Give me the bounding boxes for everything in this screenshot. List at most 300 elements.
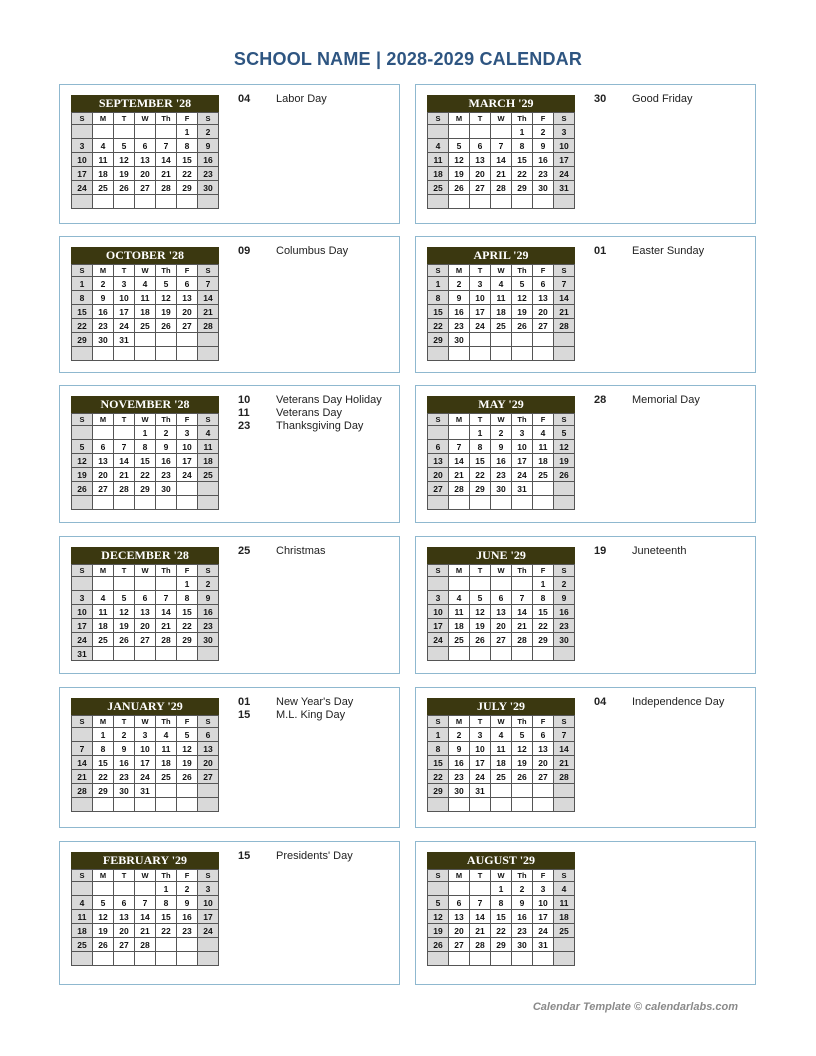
day-cell: 25 xyxy=(198,468,219,482)
day-cell: 27 xyxy=(491,633,512,647)
empty-day-cell xyxy=(428,952,449,966)
holiday-date: 09 xyxy=(238,245,251,257)
empty-day-cell xyxy=(470,647,491,661)
empty-day-cell xyxy=(177,647,198,661)
week-row xyxy=(72,633,219,647)
week-row xyxy=(72,305,219,319)
day-cell: 11 xyxy=(198,440,219,454)
weekday-label: M xyxy=(449,113,470,125)
day-cell: 26 xyxy=(449,181,470,195)
month-header: FEBRUARY '29 xyxy=(71,852,219,869)
weekday-label: F xyxy=(533,113,554,125)
empty-day-cell xyxy=(135,333,156,347)
day-cell: 7 xyxy=(554,277,575,291)
weekday-header-row xyxy=(72,265,219,277)
week-row xyxy=(428,305,575,319)
day-cell: 12 xyxy=(554,440,575,454)
week-row xyxy=(428,153,575,167)
empty-day-cell xyxy=(114,798,135,812)
day-cell: 7 xyxy=(156,139,177,153)
month-grid xyxy=(427,413,575,510)
empty-day-cell xyxy=(135,798,156,812)
day-cell: 23 xyxy=(114,770,135,784)
empty-day-cell xyxy=(114,426,135,440)
week-row xyxy=(428,728,575,742)
day-cell: 19 xyxy=(93,924,114,938)
weekday-header-row xyxy=(428,716,575,728)
week-row xyxy=(428,924,575,938)
day-cell: 21 xyxy=(554,756,575,770)
day-cell: 15 xyxy=(93,756,114,770)
week-row xyxy=(428,756,575,770)
day-cell: 8 xyxy=(177,139,198,153)
day-cell: 14 xyxy=(156,153,177,167)
day-cell: 4 xyxy=(135,277,156,291)
day-cell: 20 xyxy=(533,305,554,319)
day-cell: 19 xyxy=(512,305,533,319)
day-cell: 30 xyxy=(198,633,219,647)
day-cell: 5 xyxy=(114,591,135,605)
day-cell: 6 xyxy=(428,440,449,454)
day-cell: 19 xyxy=(72,468,93,482)
holiday-name: Independence Day xyxy=(632,696,725,708)
day-cell: 17 xyxy=(135,756,156,770)
weekday-label: S xyxy=(554,113,575,125)
day-cell: 24 xyxy=(72,181,93,195)
day-cell: 4 xyxy=(72,896,93,910)
holiday-name: New Year's Day xyxy=(276,696,354,708)
day-cell: 4 xyxy=(449,591,470,605)
weekday-label: S xyxy=(198,565,219,577)
day-cell: 12 xyxy=(428,910,449,924)
day-cell: 9 xyxy=(93,291,114,305)
week-row xyxy=(72,756,219,770)
weekday-label: M xyxy=(449,414,470,426)
weekday-header-row xyxy=(428,870,575,882)
empty-day-cell xyxy=(177,938,198,952)
day-cell: 17 xyxy=(114,305,135,319)
day-cell: 10 xyxy=(114,291,135,305)
month-header: JUNE '29 xyxy=(427,547,575,564)
empty-day-cell xyxy=(512,784,533,798)
day-cell: 1 xyxy=(533,577,554,591)
weekday-header-row xyxy=(428,565,575,577)
day-cell: 28 xyxy=(156,633,177,647)
empty-day-cell xyxy=(512,952,533,966)
empty-day-cell xyxy=(114,952,135,966)
empty-day-cell xyxy=(533,195,554,209)
week-row xyxy=(428,167,575,181)
weekday-label: M xyxy=(93,265,114,277)
mini-calendar xyxy=(427,396,575,510)
day-cell: 25 xyxy=(491,319,512,333)
day-cell: 29 xyxy=(491,938,512,952)
week-row xyxy=(72,440,219,454)
empty-day-cell xyxy=(72,347,93,361)
day-cell: 11 xyxy=(156,742,177,756)
day-cell: 18 xyxy=(491,305,512,319)
empty-day-cell xyxy=(156,784,177,798)
holiday-item xyxy=(238,709,398,722)
day-cell: 7 xyxy=(114,440,135,454)
holiday-date: 10 xyxy=(238,394,251,406)
month-header: AUGUST '29 xyxy=(427,852,575,869)
week-row xyxy=(72,347,219,361)
weekday-label: T xyxy=(114,414,135,426)
week-row xyxy=(72,181,219,195)
empty-day-cell xyxy=(198,798,219,812)
weekday-label: S xyxy=(72,414,93,426)
month-panel xyxy=(59,536,400,674)
empty-day-cell xyxy=(554,195,575,209)
day-cell: 9 xyxy=(491,440,512,454)
day-cell: 22 xyxy=(156,924,177,938)
empty-day-cell xyxy=(512,333,533,347)
week-row xyxy=(428,125,575,139)
day-cell: 9 xyxy=(114,742,135,756)
month-grid xyxy=(71,564,219,661)
week-row xyxy=(72,496,219,510)
holiday-item xyxy=(238,850,398,863)
day-cell: 24 xyxy=(533,924,554,938)
holiday-item xyxy=(594,93,754,106)
mini-calendar xyxy=(71,95,219,209)
day-cell: 8 xyxy=(93,742,114,756)
month-grid xyxy=(71,869,219,966)
day-cell: 10 xyxy=(512,440,533,454)
day-cell: 20 xyxy=(93,468,114,482)
day-cell: 12 xyxy=(72,454,93,468)
day-cell: 26 xyxy=(512,319,533,333)
day-cell: 8 xyxy=(177,591,198,605)
week-row xyxy=(72,728,219,742)
weekday-label: M xyxy=(449,870,470,882)
mini-calendar xyxy=(427,852,575,966)
week-row xyxy=(72,742,219,756)
empty-day-cell xyxy=(533,496,554,510)
week-row xyxy=(72,882,219,896)
day-cell: 8 xyxy=(491,896,512,910)
day-cell: 2 xyxy=(198,125,219,139)
day-cell: 6 xyxy=(198,728,219,742)
day-cell: 28 xyxy=(470,938,491,952)
day-cell: 20 xyxy=(135,619,156,633)
day-cell: 18 xyxy=(93,619,114,633)
empty-day-cell xyxy=(449,347,470,361)
week-row xyxy=(428,952,575,966)
day-cell: 3 xyxy=(470,277,491,291)
day-cell: 18 xyxy=(428,167,449,181)
day-cell: 9 xyxy=(554,591,575,605)
day-cell: 2 xyxy=(491,426,512,440)
week-row xyxy=(428,910,575,924)
day-cell: 31 xyxy=(470,784,491,798)
day-cell: 20 xyxy=(470,167,491,181)
empty-day-cell xyxy=(72,496,93,510)
weekday-label: S xyxy=(554,265,575,277)
day-cell: 28 xyxy=(491,181,512,195)
day-cell: 11 xyxy=(135,291,156,305)
footer-credit[interactable]: Calendar Template © calendarlabs.com xyxy=(532,1001,738,1013)
day-cell: 28 xyxy=(554,319,575,333)
day-cell: 4 xyxy=(491,728,512,742)
holiday-name: M.L. King Day xyxy=(276,709,346,721)
weekday-label: W xyxy=(135,716,156,728)
week-row xyxy=(72,426,219,440)
day-cell: 22 xyxy=(428,319,449,333)
weekday-label: S xyxy=(428,565,449,577)
week-row xyxy=(72,139,219,153)
month-grid xyxy=(427,869,575,966)
day-cell: 21 xyxy=(156,619,177,633)
holiday-item xyxy=(594,696,754,709)
weekday-label: S xyxy=(428,113,449,125)
day-cell: 13 xyxy=(177,291,198,305)
empty-day-cell xyxy=(428,125,449,139)
empty-day-cell xyxy=(135,577,156,591)
day-cell: 23 xyxy=(198,619,219,633)
empty-day-cell xyxy=(156,952,177,966)
day-cell: 3 xyxy=(114,277,135,291)
empty-day-cell xyxy=(554,784,575,798)
week-row xyxy=(428,468,575,482)
weekday-label: T xyxy=(470,265,491,277)
empty-day-cell xyxy=(512,496,533,510)
weekday-label: M xyxy=(449,716,470,728)
empty-day-cell xyxy=(114,125,135,139)
day-cell: 19 xyxy=(114,167,135,181)
day-cell: 12 xyxy=(114,605,135,619)
day-cell: 9 xyxy=(198,139,219,153)
empty-day-cell xyxy=(533,647,554,661)
holiday-date: 25 xyxy=(238,545,251,557)
month-header: NOVEMBER '28 xyxy=(71,396,219,413)
empty-day-cell xyxy=(114,577,135,591)
week-row xyxy=(72,125,219,139)
month-header: APRIL '29 xyxy=(427,247,575,264)
day-cell: 19 xyxy=(470,619,491,633)
empty-day-cell xyxy=(554,938,575,952)
day-cell: 25 xyxy=(93,633,114,647)
day-cell: 1 xyxy=(428,277,449,291)
weekday-label: M xyxy=(93,870,114,882)
week-row xyxy=(72,784,219,798)
empty-day-cell xyxy=(156,195,177,209)
month-panel xyxy=(415,385,756,523)
day-cell: 22 xyxy=(177,619,198,633)
empty-day-cell xyxy=(72,426,93,440)
weekday-label: F xyxy=(177,870,198,882)
day-cell: 2 xyxy=(449,728,470,742)
empty-day-cell xyxy=(428,347,449,361)
day-cell: 6 xyxy=(135,139,156,153)
day-cell: 19 xyxy=(156,305,177,319)
day-cell: 14 xyxy=(449,454,470,468)
weekday-label: M xyxy=(93,414,114,426)
holiday-name: Veterans Day Holiday xyxy=(276,394,382,406)
weekday-label: Th xyxy=(156,870,177,882)
month-grid xyxy=(427,715,575,812)
empty-day-cell xyxy=(135,195,156,209)
day-cell: 20 xyxy=(449,924,470,938)
day-cell: 26 xyxy=(72,482,93,496)
day-cell: 2 xyxy=(554,577,575,591)
day-cell: 23 xyxy=(491,468,512,482)
mini-calendar xyxy=(71,547,219,661)
day-cell: 20 xyxy=(198,756,219,770)
day-cell: 11 xyxy=(491,742,512,756)
week-row xyxy=(428,742,575,756)
weekday-label: T xyxy=(470,414,491,426)
day-cell: 29 xyxy=(72,333,93,347)
empty-day-cell xyxy=(533,798,554,812)
empty-day-cell xyxy=(93,577,114,591)
day-cell: 30 xyxy=(449,333,470,347)
empty-day-cell xyxy=(93,347,114,361)
day-cell: 27 xyxy=(533,770,554,784)
day-cell: 26 xyxy=(156,319,177,333)
day-cell: 30 xyxy=(198,181,219,195)
weekday-label: F xyxy=(177,414,198,426)
day-cell: 5 xyxy=(72,440,93,454)
empty-day-cell xyxy=(93,647,114,661)
day-cell: 8 xyxy=(428,742,449,756)
day-cell: 27 xyxy=(135,633,156,647)
day-cell: 27 xyxy=(114,938,135,952)
empty-day-cell xyxy=(114,347,135,361)
weekday-label: W xyxy=(491,716,512,728)
weekday-label: Th xyxy=(512,716,533,728)
holiday-item xyxy=(238,545,398,558)
day-cell: 24 xyxy=(470,319,491,333)
week-row xyxy=(428,333,575,347)
empty-day-cell xyxy=(177,333,198,347)
weekday-label: F xyxy=(533,265,554,277)
week-row xyxy=(428,139,575,153)
holiday-name: Memorial Day xyxy=(632,394,700,406)
month-panel xyxy=(59,236,400,373)
weekday-header-row xyxy=(72,414,219,426)
empty-day-cell xyxy=(512,577,533,591)
empty-day-cell xyxy=(114,195,135,209)
empty-day-cell xyxy=(114,647,135,661)
holiday-item xyxy=(594,394,754,407)
day-cell: 10 xyxy=(72,605,93,619)
empty-day-cell xyxy=(72,952,93,966)
day-cell: 26 xyxy=(93,938,114,952)
empty-day-cell xyxy=(491,798,512,812)
weekday-label: S xyxy=(428,265,449,277)
weekday-label: F xyxy=(533,870,554,882)
day-cell: 24 xyxy=(135,770,156,784)
day-cell: 6 xyxy=(491,591,512,605)
day-cell: 20 xyxy=(428,468,449,482)
day-cell: 15 xyxy=(177,605,198,619)
empty-day-cell xyxy=(554,347,575,361)
day-cell: 18 xyxy=(156,756,177,770)
day-cell: 11 xyxy=(93,605,114,619)
day-cell: 5 xyxy=(428,896,449,910)
empty-day-cell xyxy=(491,496,512,510)
day-cell: 24 xyxy=(177,468,198,482)
day-cell: 5 xyxy=(554,426,575,440)
week-row xyxy=(72,153,219,167)
day-cell: 28 xyxy=(72,784,93,798)
day-cell: 5 xyxy=(512,277,533,291)
empty-day-cell xyxy=(470,882,491,896)
weekday-label: M xyxy=(93,565,114,577)
empty-day-cell xyxy=(114,496,135,510)
day-cell: 14 xyxy=(554,742,575,756)
holiday-date: 01 xyxy=(238,696,251,708)
holiday-name: Christmas xyxy=(276,545,326,557)
empty-day-cell xyxy=(470,496,491,510)
weekday-label: F xyxy=(533,414,554,426)
week-row xyxy=(72,468,219,482)
holiday-list xyxy=(238,850,398,863)
empty-day-cell xyxy=(135,496,156,510)
day-cell: 13 xyxy=(533,291,554,305)
weekday-label: T xyxy=(470,113,491,125)
holiday-date: 15 xyxy=(238,850,251,862)
day-cell: 13 xyxy=(470,153,491,167)
holiday-name: Presidents' Day xyxy=(276,850,353,862)
day-cell: 7 xyxy=(72,742,93,756)
holiday-item xyxy=(238,696,398,709)
day-cell: 28 xyxy=(156,181,177,195)
weekday-label: W xyxy=(491,265,512,277)
day-cell: 27 xyxy=(449,938,470,952)
empty-day-cell xyxy=(72,195,93,209)
day-cell: 10 xyxy=(470,291,491,305)
weekday-label: Th xyxy=(512,565,533,577)
week-row xyxy=(428,605,575,619)
weekday-label: M xyxy=(93,716,114,728)
month-header: SEPTEMBER '28 xyxy=(71,95,219,112)
week-row xyxy=(72,482,219,496)
day-cell: 15 xyxy=(470,454,491,468)
empty-day-cell xyxy=(156,125,177,139)
day-cell: 9 xyxy=(449,742,470,756)
week-row xyxy=(428,347,575,361)
day-cell: 19 xyxy=(428,924,449,938)
weekday-label: Th xyxy=(156,265,177,277)
mini-calendar xyxy=(427,698,575,812)
day-cell: 3 xyxy=(198,882,219,896)
weekday-label: T xyxy=(470,716,491,728)
weekday-label: S xyxy=(554,565,575,577)
day-cell: 14 xyxy=(135,910,156,924)
weekday-label: S xyxy=(198,870,219,882)
empty-day-cell xyxy=(470,347,491,361)
empty-day-cell xyxy=(135,882,156,896)
day-cell: 12 xyxy=(512,742,533,756)
day-cell: 21 xyxy=(72,770,93,784)
day-cell: 8 xyxy=(512,139,533,153)
weekday-label: M xyxy=(449,265,470,277)
day-cell: 29 xyxy=(470,482,491,496)
day-cell: 6 xyxy=(533,728,554,742)
day-cell: 25 xyxy=(156,770,177,784)
day-cell: 26 xyxy=(554,468,575,482)
day-cell: 30 xyxy=(491,482,512,496)
empty-day-cell xyxy=(491,952,512,966)
day-cell: 3 xyxy=(177,426,198,440)
empty-day-cell xyxy=(72,577,93,591)
week-row xyxy=(72,454,219,468)
empty-day-cell xyxy=(512,798,533,812)
day-cell: 23 xyxy=(93,319,114,333)
